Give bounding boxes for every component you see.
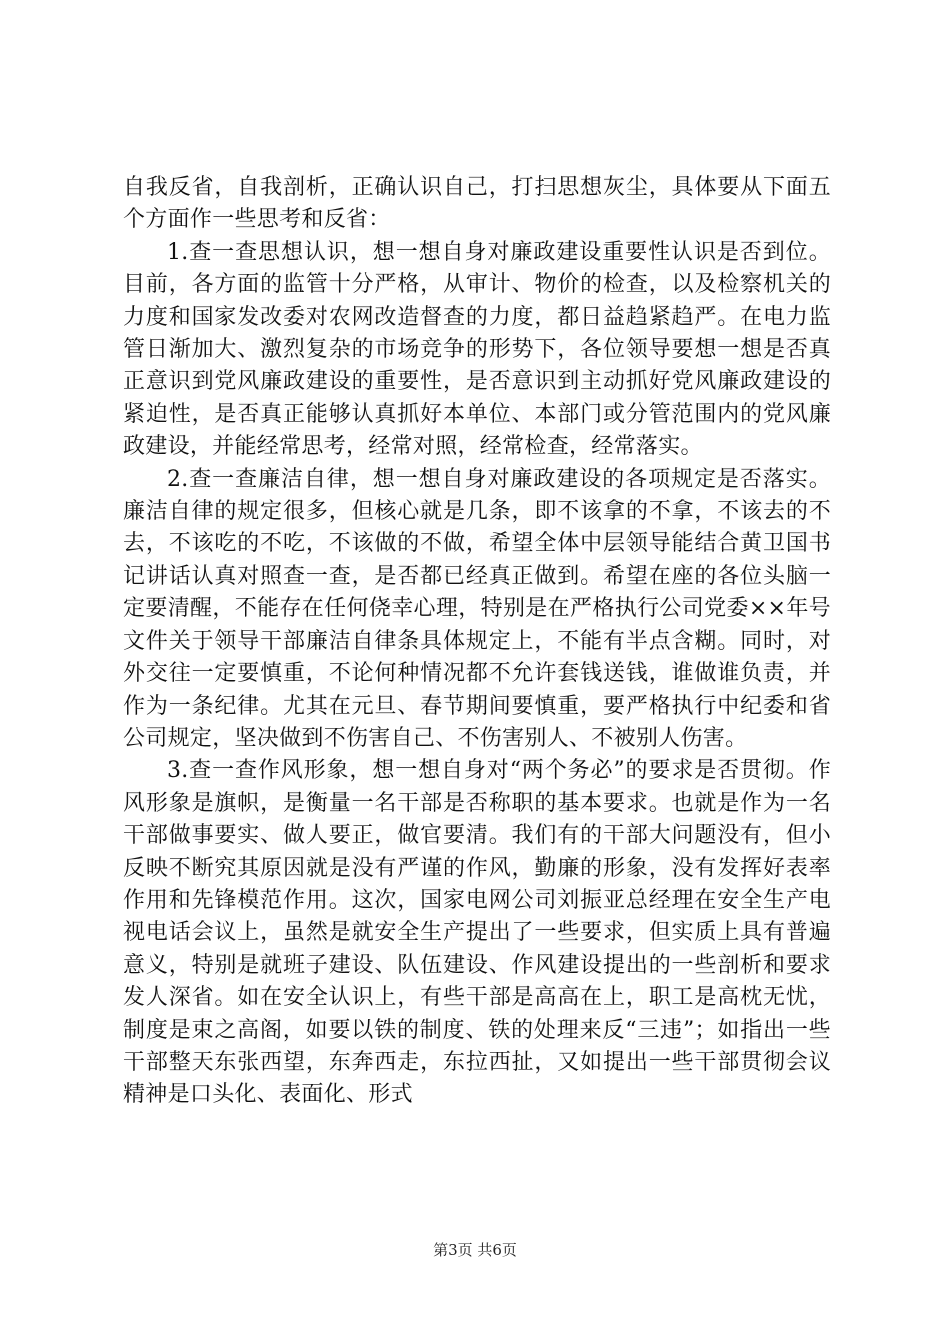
paragraph-intro: 自我反省，自我剖析，正确认识自己，打扫思想灰尘，具体要从下面五个方面作一些思考和反省： bbox=[123, 175, 831, 233]
paragraph-item-3: 3.查一查作风形象，想一想自身对“两个务必”的要求是否贯彻。作风形象是旗帜，是衡量一名干部是否称职的基本要求。也就是作为一名干部做事要实、做人要正，做官要清。我们有的干部大问题没有，但小反映不断究其原因就是没有严谨的作风，勤廉的形象，没有发挥好表率作用和先锋模范作用。这次，国家电网公司刘振亚总经理在安全生产电视电话会议上，虽然是就安全生产提出了一些要求，但实质上具有普遍意义，特别是就班子建设、队伍建设、作风建设提出的一些剖析和要求发人深省。如在安全认识上，有些干部是高高在上，职工是高枕无忧，制度是束之高阁，如要以铁的制度、铁的处理来反“三违”；如指出一些干部整天东张西望，东奔西走，东拉西扯，又如提出一些干部贯彻会议精神是口头化、表面化、形式 bbox=[123, 758, 831, 1108]
paragraph-item-1: 1.查一查思想认识，想一想自身对廉政建设重要性认识是否到位。目前，各方面的监管十分严格，从审计、物价的检查，以及检察机关的力度和国家发改委对农网改造督查的力度，都日益趋紧趋严。在电力监管日渐加大、激烈复杂的市场竞争的形势下，各位领导要想一想是否真正意识到党风廉政建设的重要性，是否意识到主动抓好党风廉政建设的紧迫性，是否真正能够认真抓好本单位、本部门或分管范围内的党风廉政建设，并能经常思考，经常对照，经常检查，经常落实。 bbox=[123, 239, 831, 460]
document-body bbox=[123, 172, 831, 1112]
page-number-footer: 第3页 共6页 bbox=[433, 1241, 517, 1259]
paragraph-item-2: 2.查一查廉洁自律，想一想自身对廉政建设的各项规定是否落实。廉洁自律的规定很多，但核心就是几条，即不该拿的不拿，不该去的不去，不该吃的不吃，不该做的不做，希望全体中层领导能结合黄卫国书记讲话认真对照查一查，是否都已经真正做到。希望在座的各位头脑一定要清醒，不能存在任何侥幸心理，特别是在严格执行公司党委××年号文件关于领导干部廉洁自律条具体规定上，不能有半点含糊。同时，对外交往一定要慎重，不论何种情况都不允许套钱送钱，谁做谁负责，并作为一条纪律。尤其在元旦、春节期间要慎重，要严格执行中纪委和省公司规定，坚决做到不伤害自己、不伤害别人、不被别人伤害。 bbox=[123, 466, 831, 751]
